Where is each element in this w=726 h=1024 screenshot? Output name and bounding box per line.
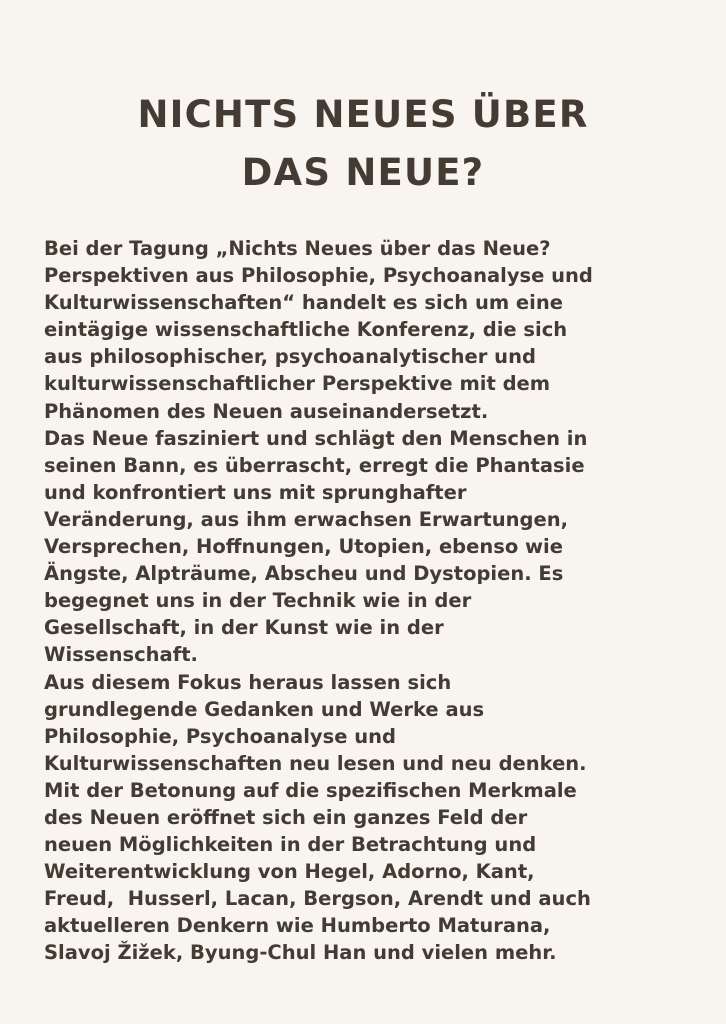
text-line: seinen Bann, es überrascht, erregt die Phantasie — [44, 453, 585, 477]
text-line: aktuelleren Denkern wie Humberto Maturana, — [44, 914, 551, 938]
text-line: begegnet uns in der Technik wie in der — [44, 589, 472, 613]
text-line: neuen Möglichkeiten in der Betrachtung und — [44, 833, 537, 857]
text-line: kulturwissenschaftlicher Perspektive mit dem — [44, 372, 551, 396]
text-line: Kulturwissenschaften neu lesen und neu denken. — [44, 751, 587, 775]
text-line: Mit der Betonung auf die spezifischen Merkmale — [44, 778, 577, 802]
text-line: Weiterentwicklung von Hegel, Adorno, Kant, — [44, 860, 535, 884]
title-line-1: NICHTS NEUES ÜBER — [137, 93, 589, 136]
text-line: Gesellschaft, in der Kunst wie in der — [44, 616, 444, 640]
text-line: Bei der Tagung „Nichts Neues über das Neue? — [44, 237, 551, 260]
text-line: Freud, Husserl, Lacan, Bergson, Arendt und auch — [44, 887, 591, 911]
text-line: Perspektiven aus Philosophie, Psychoanalyse und — [44, 264, 593, 288]
text-line: Kulturwissenschaften“ handelt es sich um eine — [44, 291, 563, 315]
text-line: Versprechen, Hoffnungen, Utopien, ebenso wie — [44, 535, 563, 559]
text-line: des Neuen eröffnet sich ein ganzes Feld der — [44, 805, 528, 829]
text-line: Aus diesem Fokus heraus lassen sich — [44, 670, 452, 694]
text-line: Veränderung, aus ihm erwachsen Erwartungen, — [44, 507, 568, 531]
text-line: grundlegende Gedanken und Werke aus — [44, 697, 485, 721]
text-line: eintägige wissenschaftliche Konferenz, die sich — [44, 318, 568, 342]
title-line-2: DAS NEUE? — [241, 151, 485, 194]
text-line: Ängste, Alpträume, Abscheu und Dystopien. Es — [44, 562, 564, 586]
text-line: Philosophie, Psychoanalyse und — [44, 724, 396, 748]
text-line: Wissenschaft. — [44, 643, 198, 667]
page-title — [0, 86, 726, 202]
text-line: und konfrontiert uns mit sprunghafter — [44, 480, 467, 504]
text-line: Phänomen des Neuen auseinandersetzt. — [44, 399, 489, 423]
text-line: aus philosophischer, psychoanalytischer und — [44, 345, 536, 369]
text-line: Slavoj Žižek, Byung-Chul Han und vielen mehr. — [44, 941, 557, 965]
text-line: Das Neue fasziniert und schlägt den Menschen in — [44, 426, 588, 450]
body-paragraphs — [44, 235, 694, 967]
